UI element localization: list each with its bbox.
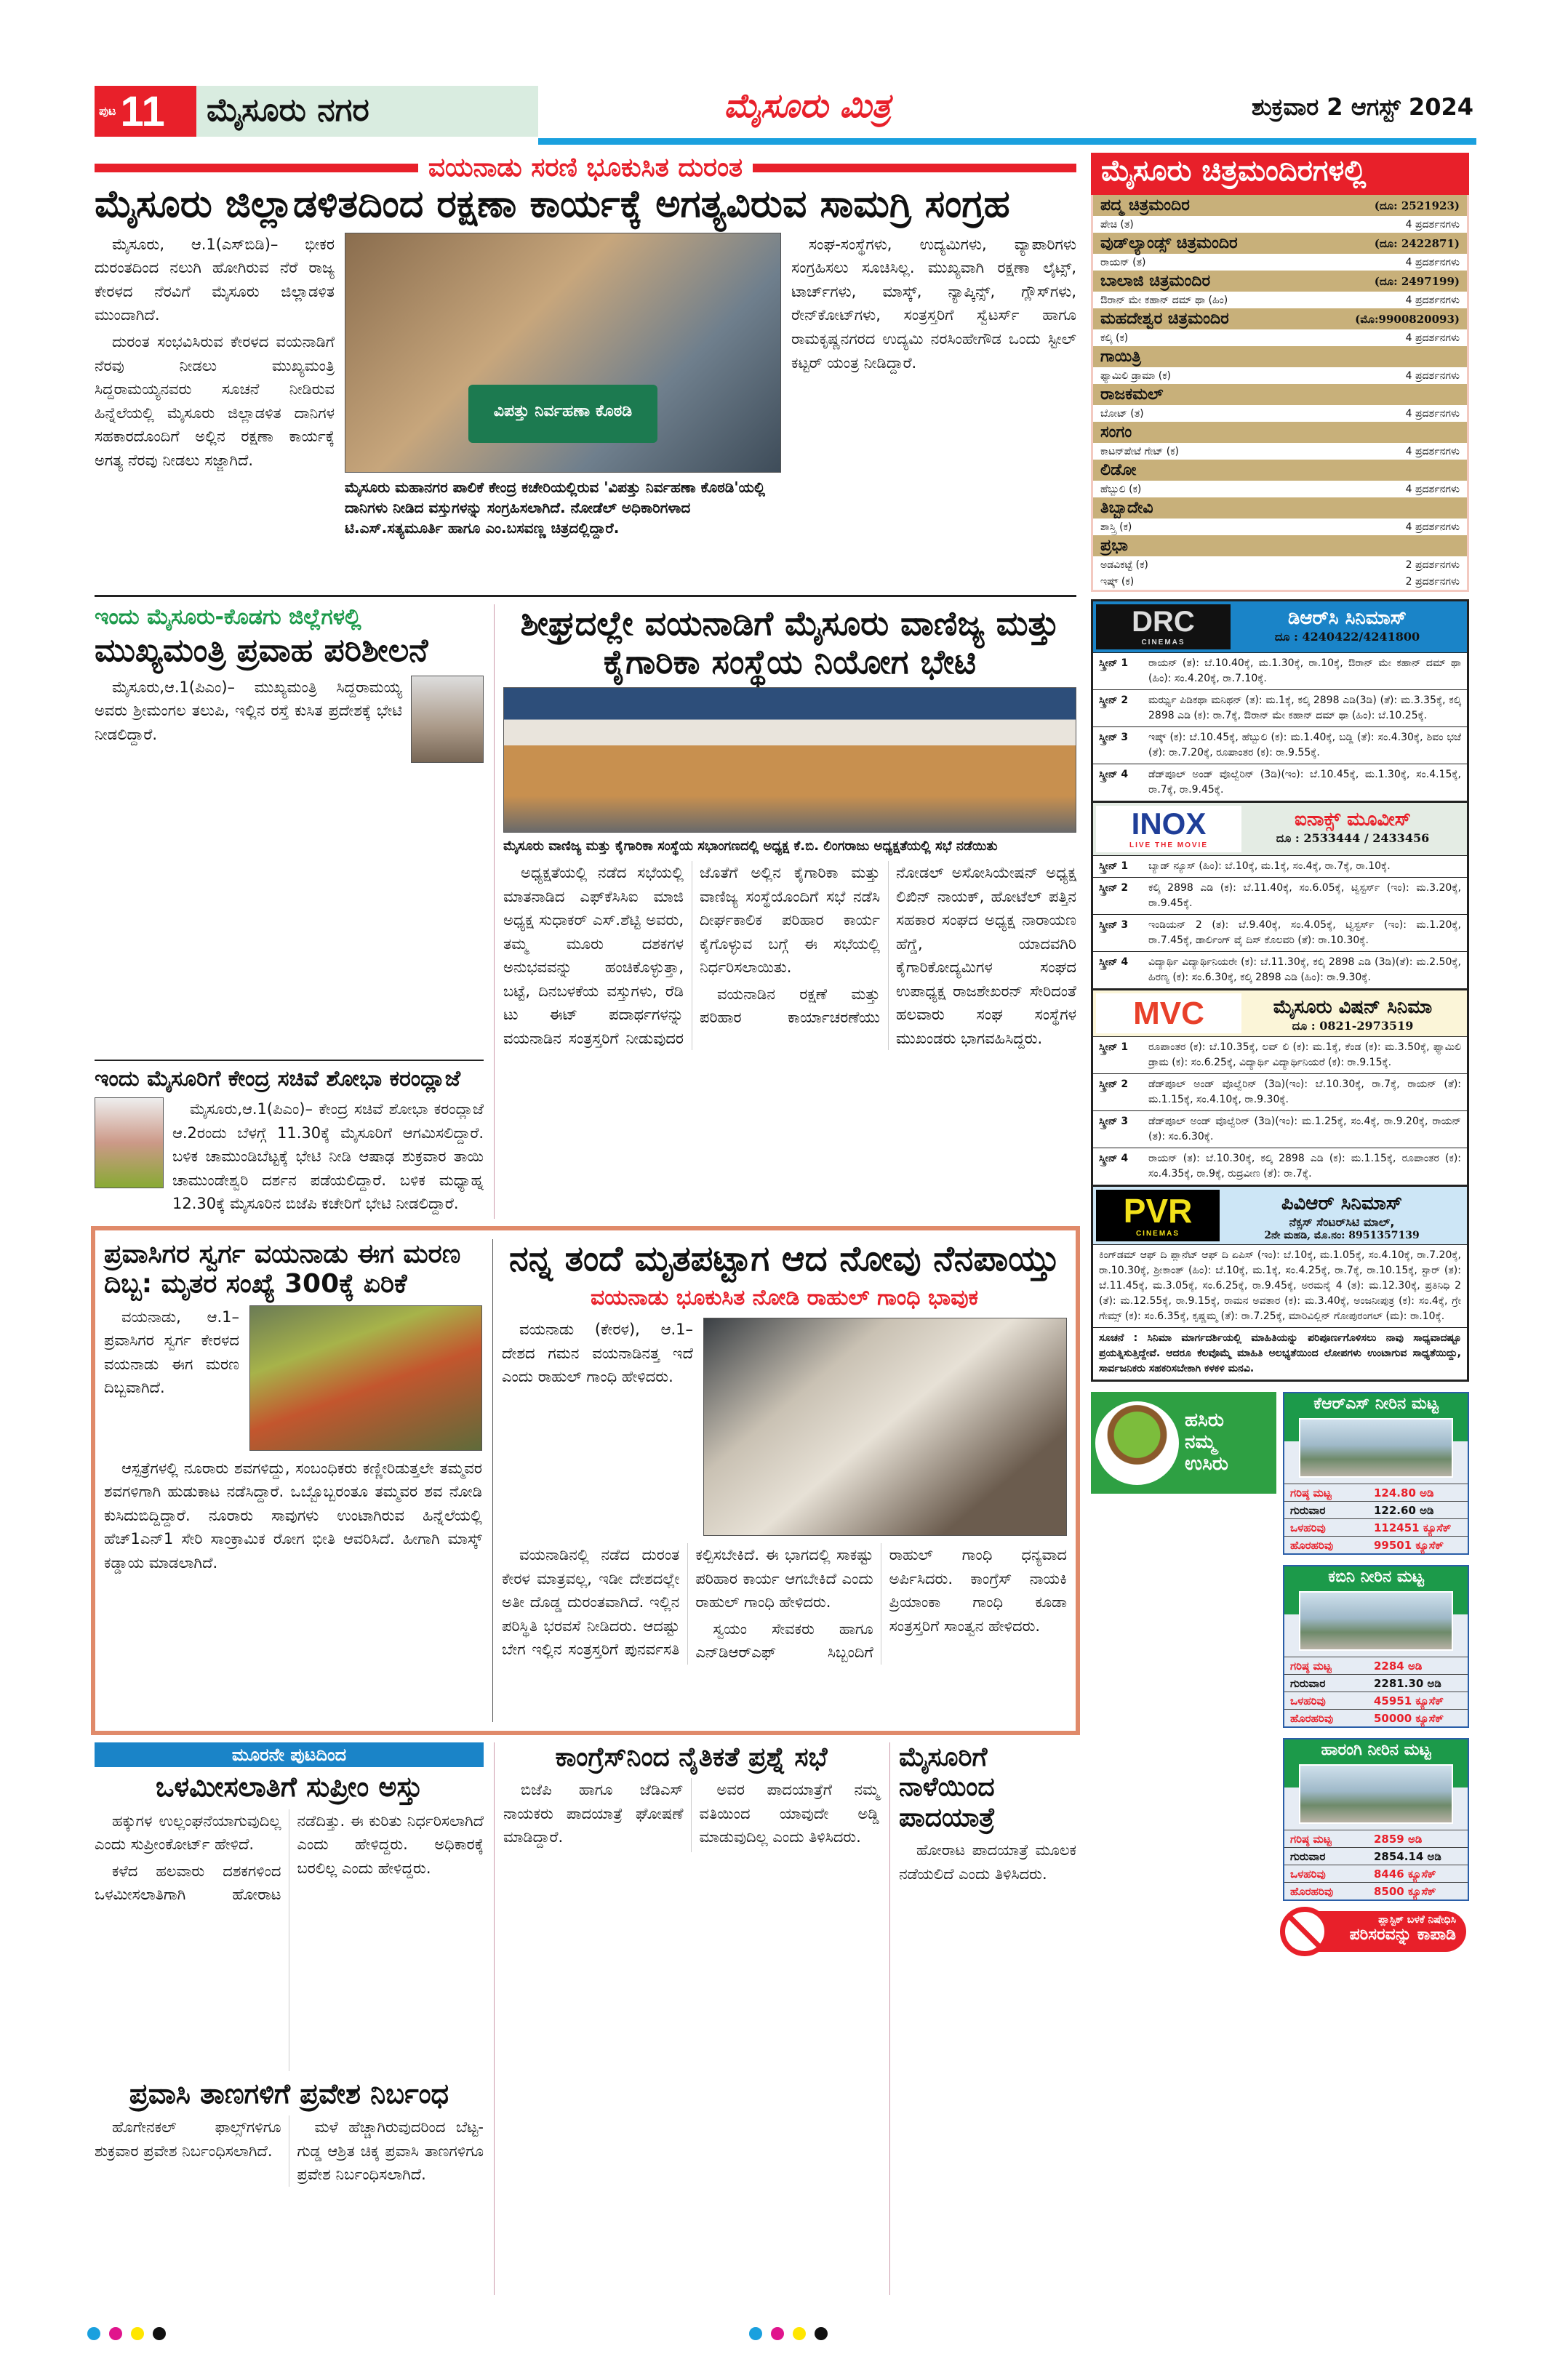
multiplex-address: ನೆಕ್ಸಸ್ ಸೆಂಟರ್‌ಸಿಟಿ ಮಾಲ್, [1289,1215,1395,1229]
theater-name: ವುಡ್‌ಲ್ಯಾಂಡ್ಸ್ ಚಿತ್ರಮಂದಿರ [1100,234,1238,252]
screen-label: ಸ್ಕ್ರೀನ್ 3 [1099,732,1129,743]
dam-stat-value: 2854.14 ಅಡಿ [1374,1849,1441,1863]
paragraph: ಅಧ್ಯಕ್ಷತೆಯಲ್ಲಿ ನಡೆದ ಸಭೆಯಲ್ಲಿ ಮಾತನಾಡಿದ ಎಫ್‌ಕೆಸಿಸಿಐ ಮಾಜಿ ಅಧ್ಯಕ್ಷ ಸುಧಾಕರ್ ಎಸ್.ಶೆಟ್ಟಿ ಅವರು, ತಮ್ಮ ಮೂರು ದಶಕಗಳ ಅನುಭವವನ್ನು ಹಂಚಿಕೊಳ್ಳುತ್ತಾ, ಬಟ್ಟೆ, ದಿನಬಳಕೆಯ ವಸ್ತುಗಳು, ರೆಡಿ ಟು ಈಟ್ ಪದಾರ್ಥಗಳನ್ನು ವಯನಾಡಿನ ಸಂತ್ರಸ್ತರಿಗೆ ನೀಡುವುದರ ಜೊತೆಗೆ ಅಲ್ಲಿನ ಕೈಗಾರಿಕಾ ಮತ್ತು ವಾಣಿಜ್ಯ ಸಂಸ್ಥೆಯೊಂದಿಗೆ ಸಭೆ ನಡೆಸಿ ದೀರ್ಘಕಾಲಿಕ ಪರಿಹಾರ ಕಾರ್ಯ ಕೈಗೊಳ್ಳುವ ಬಗ್ಗೆ ಈ ಸಭೆಯಲ್ಲಿ ನಿರ್ಧರಿಸಲಾಯಿತು. [503,863,880,1047]
screen-row [1093,1073,1467,1110]
screen-label: ಸ್ಕ್ರೀನ್ 4 [1099,956,1129,968]
screen-showtimes: ರಾಯನ್ (ತ): ಬೆ.10.30ಕ್ಕೆ, ಕಲ್ಕಿ 2898 ಎಡಿ (ಕ): ಮ.1.15ಕ್ಕೆ, ರೂಪಾಂತರ (ಕ): ಸಂ.4.35ಕ್ಕೆ, ರಾ.9ಕ್ಕೆ, ರುದ್ರವೀಣ (ತೆ): ರಾ.7ಕ್ಕೆ. [1148,1153,1461,1180]
dam-stat-row [1284,1865,1468,1882]
dam-stat-value: 50000 ಕ್ಯೂಸೆಕ್ [1374,1711,1444,1725]
bottom-row [95,1742,1076,2295]
dam-stat-value: 8446 ಕ್ಯೂಸೆಕ್ [1374,1867,1436,1881]
chamber-meeting-photo [503,687,1076,833]
page-number: 11 [120,87,165,135]
movie-title: ಕಾಟನ್‌ಪೇಟೆ ಗೇಟ್ (ಕ) [1100,445,1179,457]
multiplex-phone: 2ನೇ ಮಹಡಿ, ಮೊ.ನಂ: 8951357139 [1264,1230,1420,1241]
screen-label: ಸ್ಕ್ರೀನ್ 4 [1099,769,1129,780]
relief-materials-photo [345,233,781,473]
divider [95,1060,484,1061]
show-count: 4 ಪ್ರದರ್ಶನಗಳು [1405,294,1460,306]
paragraph: ವಯನಾಡಿನ ರಕ್ಷಣೆ ಮತ್ತು ಪರಿಹಾರ ಕಾರ್ಯಾಚರಣೆಯು ನೋಡಲ್ ಅಸೋಸಿಯೇಷನ್ ಅಧ್ಯಕ್ಷ ಲಿಖಿನ್ ನಾಯಕ್, ಹೋಟೆಲ್ ಪತ್ತಿನ ಸಹಕಾರ ಸಂಘದ ಅಧ್ಯಕ್ಷ ನಾರಾಯಣ ಹೆಗ್ಡೆ, ಯಾದವಗಿರಿ ಕೈಗಾರಿಕೋದ್ಯಮಿಗಳ ಸಂಘದ ಉಪಾಧ್ಯಕ್ಷ ರಾಜಶೇಖರನ್ ಸೇರಿದಂತೆ ಹಲವಾರು ಸಂಘ ಸಂಸ್ಥೆಗಳ ಮುಖಂಡರು ಭಾಗವಹಿಸಿದ್ದರು. [700,863,1076,1047]
movie-row [1093,573,1467,590]
dam-stat-row [1284,1709,1468,1726]
multiplex-name: ಡಿಆರ್‌ಸಿ ಸಿನಿಮಾಸ್ [1288,607,1407,629]
dam-stat-row [1284,1657,1468,1674]
movie-title: ಬೋಟ್ (ತ) [1100,407,1144,420]
movie-row [1093,405,1467,422]
dam-stat-label: ಹೊರಹರಿವು [1290,1538,1334,1552]
theater-name: ಸಂಗಂ [1100,423,1132,441]
theater-name: ಪದ್ಮ ಚಿತ್ರಮಂದಿರ [1100,196,1190,215]
no-plastic-icon [1280,1907,1329,1956]
kicker-bar-left [95,164,418,172]
screen-row [1093,764,1467,801]
dam-stat-label: ಗರಿಷ್ಠ ಮಟ್ಟ [1290,1832,1332,1846]
magenta-registration-dot [109,2327,122,2340]
cm-portrait [411,676,484,763]
theater-phone: (ದೂ: 2521923) [1374,199,1460,212]
padayatre-body [899,1838,1076,1886]
ad-line: ನಮ್ಮ [1185,1431,1216,1454]
kicker-text: ವಯನಾಡು ಸರಣಿ ಭೂಕುಸಿತ ದುರಂತ [428,153,743,183]
theater-name-row [1093,422,1467,443]
lead-headline: ಮೈಸೂರು ಜಿಲ್ಲಾಡಳಿತದಿಂದ ರಕ್ಷಣಾ ಕಾರ್ಯಕ್ಕೆ ಅಗತ್ಯವಿರುವ ಸಾಮಗ್ರಿ ಸಂಗ್ರಹ [95,183,1010,226]
paragraph: ಬಿಜೆಪಿ ಹಾಗೂ ಜೆಡಿಎಸ್ ನಾಯಕರು ಪಾದಯಾತ್ರೆ ಘೋಷಣೆ ಮಾಡಿದ್ದಾರೆ. [503,1781,684,1846]
multiplex-name: ಐನಾಕ್ಸ್ ಮೂವೀಸ್ [1295,809,1411,830]
rescue-photo [249,1305,482,1451]
dam-stat-label: ಗುರುವಾರ [1290,1849,1326,1863]
paragraph: ವಯನಾಡು (ಕೇರಳ), ಆ.1– ದೇಶದ ಗಮನ ವಯನಾಡಿನತ್ತ ಇದೆ ಎಂದು ರಾಹುಲ್ ಗಾಂಧಿ ಹೇಳಿದರು. [502,1321,693,1386]
screen-row [1093,689,1467,726]
show-count: 4 ಪ್ರದರ್ಶನಗಳು [1405,445,1460,457]
harangi-dam-level [1283,1738,1469,1901]
kabini-dam-level [1283,1565,1469,1728]
theater-name-row [1093,384,1467,405]
movie-row [1093,329,1467,346]
theater-name: ರಾಜಕಮಲ್ [1100,385,1164,404]
theater-name-row [1093,233,1467,254]
dam-photo [1299,1764,1453,1824]
ad-line: ಹಸಿರು [1185,1409,1224,1432]
screen-label: ಸ್ಕ್ರೀನ್ 4 [1099,1153,1129,1164]
theater-name: ಲಿಡೋ [1100,461,1137,479]
magenta-registration-dot [771,2327,784,2340]
screen-showtimes: ಇಂಡಿಯನ್ 2 (ತ): ಬೆ.9.40ಕ್ಕೆ, ಸಂ.4.05ಕ್ಕೆ, ಟ್ವಿಸ್ಟರ್ಸ್ (ಇಂ): ಮ.1.20ಕ್ಕೆ, ರಾ.7.45ಕ್ಕೆ, ಡಾರ್ಲಿಂಗ್ ವೈ ದಿಸ್ ಕೊಲವರಿ (ತೆ): ರಾ.10.30ಕ್ಕೆ. [1148,919,1461,946]
header-rule [538,138,1476,145]
dam-stat-value: 99501 ಕ್ಯೂಸೆಕ್ [1374,1538,1444,1552]
cm-kicker: ಇಂದು ಮೈಸೂರು-ಕೊಡಗು ಜಿಲ್ಲೆಗಳಲ್ಲಿ [95,604,361,630]
multiplex-header [1093,803,1467,855]
dam-levels-column [1283,1392,1469,1952]
multiplex-title-block [1241,806,1464,852]
rahul-body [502,1543,1067,1665]
issue-date: ಶುಕ್ರವಾರ 2 ಆಗಸ್ಟ್ 2024 [1251,93,1473,121]
dam-stat-label: ಒಳಹರಿವು [1290,1521,1326,1534]
logo-subtext: LIVE THE MOVIE [1129,841,1208,849]
mysuru-vision-cinema [1091,988,1469,1185]
show-count: 4 ಪ್ರದರ್ಶನಗಳು [1405,369,1460,382]
section-divider [95,595,1076,597]
cinema-logo [1096,806,1241,852]
show-count: 2 ಪ್ರದರ್ಶನಗಳು [1405,575,1460,588]
kicker-bar-right [753,164,1076,172]
rahul-body-col1 [502,1318,693,1392]
screen-row [1093,855,1467,877]
dam-stat-label: ಗರಿಷ್ಠ ಮಟ್ಟ [1290,1486,1332,1500]
theater-name-row [1093,346,1467,367]
show-count: 4 ಪ್ರದರ್ಶನಗಳು [1405,218,1460,231]
movie-title: ಹೆಬ್ಬುಲಿ (ಕ) [1100,483,1142,495]
screen-showtimes: ಡೆಡ್‌ಪೂಲ್ ಅಂಡ್ ವೊಲ್ವೆರಿನ್ (3ಡಿ)(ಇಂ): ಮ.1.25ಕ್ಕೆ, ಸಂ.4ಕ್ಕೆ, ರಾ.9.20ಕ್ಕೆ, ರಾಯನ್ (ತ): ಸಂ.6.30ಕ್ಕೆ. [1148,1116,1461,1142]
lead-body-col3 [791,233,1076,377]
theater-phone: (ಮೊ:9900820093) [1355,312,1460,326]
ad-line: ಪ್ಲಾಸ್ಟಿಕ್ ಬಳಕೆ ನಿಷೇಧಿಸಿ [1378,1914,1456,1926]
pravasi-headline: ಪ್ರವಾಸಿ ತಾಣಗಳಿಗೆ ಪ್ರವೇಶ ನಿರ್ಬಂಧ [129,2077,449,2110]
rahul-headline: ನನ್ನ ತಂದೆ ಮೃತಪಟ್ಟಾಗ ಆದ ನೋವು ನೆನಪಾಯ್ತು [509,1238,1060,1279]
dam-stat-row [1284,1536,1468,1553]
show-count: 4 ಪ್ರದರ್ಶನಗಳು [1405,256,1460,268]
screen-showtimes: ಕಲ್ಕಿ 2898 ಎಡಿ (ಕ): ಬೆ.11.40ಕ್ಕೆ, ಸಂ.6.05ಕ್ಕೆ, ಟ್ವಿಸ್ಟರ್ಸ್ (ಇಂ): ಮ.3.20ಕ್ಕೆ, ರಾ.9.45ಕ್ಕೆ. [1148,882,1461,909]
paragraph: ಹಕ್ಕುಗಳ ಉಲ್ಲಂಘನೆಯಾಗುವುದಿಲ್ಲ ಎಂದು ಸುಪ್ರೀಂಕೋರ್ಟ್ ಹೇಳಿದೆ. [95,1811,281,1854]
section-name: ಮೈಸೂರು ನಗರ [196,86,538,137]
screen-showtimes: ಮರ್ಝ್ಯ ಪಿಡಿಕಥಾ ಮನಿಥನ್ (ತ): ಮ.1ಕ್ಕೆ, ಕಲ್ಕಿ 2898 ಎಡಿ(3ಡಿ) (ತೆ): ಮ.3.35ಕ್ಕೆ, ಕಲ್ಕಿ 2898 ಎಡಿ (ಕ): ರಾ.7ಕ್ಕೆ, ಔರಾನ್ ಮೇ ಕಹಾನ್ ದಮ್ ಥಾ (ಹಿಂ): ಬೆ.10.25ಕ್ಕೆ. [1148,694,1461,721]
screen-row [1093,951,1467,988]
theater-name: ಗಾಯಿತ್ರಿ [1100,348,1141,366]
show-count: 4 ಪ್ರದರ್ಶನಗಳು [1405,483,1460,495]
movie-title: ಕಲ್ಕಿ (ಕ) [1100,332,1129,344]
lead-body-col1 [95,233,335,475]
paragraph: ಮೈಸೂರು,ಆ.1(ಪಿಎಂ)– ಕೇಂದ್ರ ಸಚಿವೆ ಶೋಭಾ ಕರಂದ್ಲಾಜೆ ಆ.2ರಂದು ಬೆಳಗ್ಗೆ 11.30ಕ್ಕೆ ಮೈಸೂರಿಗೆ ಆಗಮಿಸಲಿದ್ದಾರೆ. ಬಳಿಕ ಚಾಮುಂಡಿಬೆಟ್ಟಕ್ಕೆ ಭೇಟಿ ನೀಡಿ ಆಷಾಢ ಶುಕ್ರವಾರ ತಾಯಿ ಚಾಮುಂಡೇಶ್ವರಿ ದರ್ಶನ ಪಡೆಯಲಿದ್ದಾರೆ. ಬಳಿಕ ಮಧ್ಯಾಹ್ನ 12.30ಕ್ಕೆ ಮೈಸೂರಿನ ಬಿಜೆಪಿ ಕಚೇರಿಗೆ ಭೇಟಿ ನೀಡಲಿದ್ದಾರೆ. [172,1100,484,1213]
tree-icon [1095,1401,1179,1485]
cinema-note: ಸೂಚನೆ : ಸಿನಿಮಾ ಮಾರ್ಗದರ್ಶಿಯಲ್ಲಿ ಮಾಹಿತಿಯನ್ನು ಪರಿಪೂರ್ಣಗೊಳಿಸಲು ನಾವು ಸಾಧ್ಯವಾದಷ್ಟೂ ಪ್ರಯತ್ನಿಸುತ್ತಿದ್ದೇವೆ. ಆದರೂ ಕೆಲವೊಮ್ಮೆ ಮಾಹಿತಿ ಅಲಭ್ಯತೆಯಿಂದ ಲೋಪಗಳು ಉಂಟಾಗುವ ಸಾಧ್ಯತೆಯಿದ್ದು, ಸಾರ್ವಜನಿಕರು ಸಹಕರಿಸಬೇಕಾಗಿ ಕಳಕಳಿ ಮನವಿ. [1093,1327,1467,1380]
supreme-headline: ಒಳಮೀಸಲಾತಿಗೆ ಸುಪ್ರೀಂ ಅಸ್ತು [156,1770,423,1803]
paragraph: ಆಸ್ಪತ್ರೆಗಳಲ್ಲಿ ನೂರಾರು ಶವಗಳಿದ್ದು, ಸಂಬಂಧಿಕರು ಕಣ್ಣೀರಿಡುತ್ತಲೇ ತಮ್ಮವರ ಶವಗಳಿಗಾಗಿ ಹುಡುಕಾಟ ನಡೆಸಿದ್ದಾರೆ. ಒಬ್ಬೊಬ್ಬರಂತೂ ತಮ್ಮವರ ಶವ ನೋಡಿ ಕುಸಿದುಬಿದ್ದಿದ್ದಾರೆ. ನೂರಾರು ಸಾವುಗಳು ಉಂಟಾಗಿರುವ ಹಿನ್ನೆಲೆಯಲ್ಲಿ ಹೆಚ್1ಎನ್1 ಸೇರಿ ಸಾಂಕ್ರಾಮಿಕ ರೋಗ ಭೀತಿ ಆವರಿಸಿದೆ. ಹೀಗಾಗಿ ಮಾಸ್ಕ್ ಕಡ್ಡಾಯ ಮಾಡಲಾಗಿದೆ. [104,1459,482,1572]
screen-row [1093,1244,1467,1327]
movie-row [1093,216,1467,233]
dam-stat-value: 8500 ಕ್ಯೂಸೆಕ್ [1374,1884,1436,1898]
logo-subtext: CINEMAS [1141,638,1185,646]
padayatre-column [889,1742,1076,2295]
multiplex-header [1093,601,1467,652]
black-registration-dot [815,2327,828,2340]
show-count: 4 ಪ್ರದರ್ಶನಗಳು [1405,521,1460,533]
movie-row [1093,443,1467,460]
dam-stat-label: ಗರಿಷ್ಠ ಮಟ್ಟ [1290,1659,1332,1673]
congress-headline: ಕಾಂಗ್ರೆಸ್‌ನಿಂದ ನೈತಿಕತೆ ಪ್ರಶ್ನೆ ಸಭೆ [555,1742,828,1772]
cyan-registration-dot [749,2327,762,2340]
screen-row [1093,652,1467,689]
screen-row [1093,1110,1467,1148]
theater-name-row [1093,271,1467,292]
theater-list [1091,195,1469,592]
rahul-column [492,1239,1067,1722]
logo-text: MVC [1133,995,1204,1031]
photo-banner: ವಿಪತ್ತು ನಿರ್ವಹಣಾ ಕೊಠಡಿ [468,385,657,443]
dam-stat-value: 2284 ಅಡಿ [1374,1659,1423,1673]
dam-stat-label: ಹೊರಹರಿವು [1290,1711,1334,1725]
multiplex-name: ಪಿವಿಆರ್ ಸಿನಿಮಾಸ್ [1281,1193,1403,1214]
cm-body [95,676,484,1054]
dam-stat-row [1284,1674,1468,1692]
movie-row [1093,519,1467,535]
lead-photo-block [345,233,781,538]
dam-stat-value: 112451 ಕ್ಯೂಸೆಕ್ [1374,1521,1452,1534]
screen-row [1093,914,1467,951]
show-count: 4 ಪ್ರದರ್ಶನಗಳು [1405,332,1460,344]
congress-column [494,1742,879,2295]
dam-stat-value: 2281.30 ಅಡಿ [1374,1676,1441,1690]
screen-label: ಸ್ಕ್ರೀನ್ 3 [1099,1116,1129,1127]
theaters-title: ಮೈಸೂರು ಚಿತ್ರಮಂದಿರಗಳಲ್ಲಿ [1091,153,1469,195]
dam-stat-row [1284,1830,1468,1847]
padayatre-headline: ಮೈಸೂರಿಗೆ ನಾಳೆಯಿಂದ ಪಾದಯಾತ್ರೆ [899,1742,996,1833]
screen-label: ಸ್ಕ್ರೀನ್ 2 [1099,694,1129,706]
dam-stat-row [1284,1692,1468,1709]
wayanad-body [104,1457,482,1575]
wayanad-feature-box [91,1226,1080,1735]
screen-row [1093,726,1467,764]
paragraph: ಹೋರಾಟ ಪಾದಯಾತ್ರೆ ಮೂಲಕ ನಡೆಯಲಿದೆ ಎಂದು ತಿಳಿಸಿದರು. [899,1841,1076,1883]
paragraph: ದುರಂತ ಸಂಭವಿಸಿರುವ ಕೇರಳದ ವಯನಾಡಿಗೆ ನೆರವು ನೀಡಲು ಮುಖ್ಯಮಂತ್ರಿ ಸಿದ್ದರಾಮಯ್ಯನವರು ಸೂಚನೆ ನೀಡಿರುವ ಹಿನ್ನೆಲೆಯಲ್ಲಿ ಮೈಸೂರು ಜಿಲ್ಲಾಡಳಿತ ದಾನಿಗಳ ಸಹಕಾರದೊಂದಿಗೆ ಅಲ್ಲಿನ ರಕ್ಷಣಾ ಕಾರ್ಯಕ್ಕೆ ಅಗತ್ಯ ನೆರವು ನೀಡಲು ಸಜ್ಜಾಗಿದೆ. [95,332,335,469]
dam-stat-row [1284,1484,1468,1501]
screen-showtimes: ವಿದ್ಯಾರ್ಥಿ ವಿದ್ಯಾರ್ಥಿನಿಯರೇ (ಕ): ಬೆ.11.30ಕ್ಕೆ, ಕಲ್ಕಿ 2898 ಎಡಿ (3ಡಿ)(ತೆ): ಮ.2.50ಕ್ಕೆ, ಹಿರಣ್ಯ (ಕ): ಸಂ.6.30ಕ್ಕೆ, ಕಲ್ಕಿ 2898 ಎಡಿ (ಹಿಂ): ರಾ.9.30ಕ್ಕೆ. [1148,956,1461,983]
paragraph: ಮೈಸೂರು,ಆ.1(ಪಿಎಂ)– ಮುಖ್ಯಮಂತ್ರಿ ಸಿದ್ದರಾಮಯ್ಯ ಅವರು ಶ್ರೀಮಂಗಲ ತಲುಪಿ, ಇಲ್ಲಿನ ರಸ್ತೆ ಕುಸಿತ ಪ್ರದೇಶಕ್ಕೆ ಭೇಟಿ ನೀಡಲಿದ್ದಾರೆ. [95,678,402,743]
movie-title: ಫ್ಯಾಮಿಲಿ ಡ್ರಾಮಾ (ಕ) [1100,369,1172,382]
wayanad-headline: ಪ್ರವಾಸಿಗರ ಸ್ವರ್ಗ ವಯನಾಡು ಈಗ ಮರಣ ದಿಬ್ಬ: ಮೃತರ ಸಂಖ್ಯೆ 300ಕ್ಕೆ ಏರಿಕೆ [104,1238,461,1300]
dam-stat-value: 122.60 ಅಡಿ [1374,1503,1434,1517]
congress-body [503,1778,879,1852]
paragraph: ಸ್ವಯಂ ಸೇವಕರು ಹಾಗೂ ಎನ್‌ಡಿಆರ್‌ಎಫ್ ಸಿಬ್ಬಂದಿಗೆ ರಾಹುಲ್ ಗಾಂಧಿ ಧನ್ಯವಾದ ಅರ್ಪಿಸಿದರು. ಕಾಂಗ್ರೆಸ್ ನಾಯಕಿ ಪ್ರಿಯಾಂಕಾ ಗಾಂಧಿ ಕೂಡಾ ಸಂತ್ರಸ್ತರಿಗೆ ಸಾಂತ್ವನ ಹೇಳಿದರು. [695,1546,1067,1662]
plastic-ban-ad [1283,1911,1466,1952]
multiplex-phone: ದೂ : 0821-2973519 [1292,1019,1414,1033]
paragraph: ಕಳೆದ ಹಲವಾರು ದಶಕಗಳಿಂದ ಒಳಮೀಸಲಾತಿಗಾಗಿ ಹೋರಾಟ ನಡೆದಿತ್ತು. ಈ ಕುರಿತು ನಿರ್ಧರಿಸಲಾಗಿದೆ ಎಂದು ಹೇಳಿದ್ದರು. ಅಧಿಕಾರಕ್ಕೆ ಬರಲಿಲ್ಲ ಎಂದು ಹೇಳಿದ್ದರು. [95,1811,484,1904]
logo-text: DRC [1132,606,1195,638]
paragraph: ಹೊಗೇನಕಲ್ ಫಾಲ್ಸ್‌ಗಳಿಗೂ ಶುಕ್ರವಾರ ಪ್ರವೇಶ ನಿರ್ಬಂಧಿಸಲಾಗಿದೆ. [95,2118,281,2160]
continued-label: ಮೂರನೇ ಪುಟದಿಂದ [95,1742,484,1767]
cm-headline: ಮುಖ್ಯಮಂತ್ರಿ ಪ್ರವಾಹ ಪರಿಶೀಲನೆ [95,632,428,669]
second-row [95,604,1076,1219]
screen-label: ಸ್ಕ್ರೀನ್ 2 [1099,1078,1129,1090]
main-news-area [95,153,1076,2295]
krs-dam-level [1283,1392,1469,1555]
logo-subtext: CINEMAS [1135,1229,1180,1238]
hasiru-ad [1091,1392,1276,1494]
screen-row [1093,877,1467,914]
multiplex-phone: ದೂ : 2533444 / 2433456 [1276,831,1430,845]
dam-stat-label: ಒಳಹರಿವು [1290,1694,1326,1708]
movie-row [1093,481,1467,497]
drc-cinemas [1091,599,1469,801]
theater-name-row [1093,308,1467,329]
screen-showtimes: ಇಷ್ಕ್ (ಕ): ಬೆ.10.45ಕ್ಕೆ, ಹೆಬ್ಬುಲಿ (ಕ): ಮ.1.40ಕ್ಕೆ, ಬಡ್ಡಿ (ತೆ): ಸಂ.4.30ಕ್ಕೆ, ಶಿವಂ ಭಜೆ (ತೆ): ರಾ.7.20ಕ್ಕೆ, ರೂಪಾಂತರ (ಕ): ರಾ.9.55ಕ್ಕೆ. [1148,732,1461,758]
movie-title: ರಾಯನ್ (ತ) [1100,256,1146,268]
dam-title: ಕಬಿನಿ ನೀರಿನ ಮಟ್ಟ [1284,1566,1468,1614]
screen-label: ಸ್ಕ್ರೀನ್ 1 [1099,860,1129,872]
rahul-gandhi-photo [703,1318,1067,1536]
lower-right-block [1091,1392,1469,1952]
dam-stat-value: 45951 ಕ್ಯೂಸೆಕ್ [1374,1694,1444,1708]
masthead-logo: ಮೈಸೂರು ಮಿತ್ರ [724,86,891,125]
multiplex-title-block [1241,993,1464,1033]
rahul-kicker: ವಯನಾಡು ಭೂಕುಸಿತ ನೋಡಿ ರಾಹುಲ್ ಗಾಂಧಿ ಭಾವುಕ [590,1285,979,1311]
black-registration-dot [153,2327,166,2340]
dam-stat-label: ಗುರುವಾರ [1290,1676,1326,1690]
screen-showtimes: ಕಿಂಗ್‌ಡಮ್ ಆಫ್ ದಿ ಪ್ಲಾನೆಟ್ ಆಫ್ ದಿ ಏಪಿಸ್ (ಇಂ): ಬೆ.10ಕ್ಕೆ, ಮ.1.05ಕ್ಕೆ, ಸಂ.4.10ಕ್ಕೆ, ರಾ.7.20ಕ್ಕೆ, ರಾ.10.30ಕ್ಕೆ, ಶ್ರೀಕಾಂತ್ (ಹಿಂ): ಬೆ.10ಕ್ಕೆ, ಮ.1ಕ್ಕೆ, ಸಂ.4.25ಕ್ಕೆ, ರಾ.7ಕ್ಕೆ, ರಾ.10.15ಕ್ಕೆ, ಸ್ಟಾರ್ (ತ): ಬೆ.11.45ಕ್ಕೆ, ಮ.3.05ಕ್ಕೆ, ಸಂ.6.25ಕ್ಕೆ, ರಾ.9.45ಕ್ಕೆ, ಅರಮನೈ 4 (ತ): ಮ.12.30ಕ್ಕೆ, ಪ್ರತಿನಿಧಿ 2 (ತೆ): ಮ.12.55ಕ್ಕೆ, ರಾ.9.15ಕ್ಕೆ, ರಾಮನ ಅವತಾರ (ಕ): ಮ.3.40ಕ್ಕೆ, ಅಂಜನೀಪುತ್ರ (ಕ): ಸಂ.4ಕ್ಕೆ, ಗ್ರೇ ಗೇಮ್ಸ್ (ಕ): ಸಂ.6.35ಕ್ಕೆ, ಕೃಷ್ಣಮ್ಮ (ತೆ): ರಾ.7.25ಕ್ಕೆ, ಮಾರಿವಿಲ್ಲಿನ್ ಗೋಪುರಂಗಲ್ (ಮ): ರಾ.10ಕ್ಕೆ. [1099,1249,1461,1322]
cinema-logo [1096,1190,1220,1241]
movie-title: ಪೇಚಿ (ತ) [1100,218,1134,231]
cinema-logo [1096,604,1231,649]
theater-phone: (ದೂ: 2497199) [1374,274,1460,288]
theater-name: ಬಾಲಾಜಿ ಚಿತ್ರಮಂದಿರ [1100,272,1211,290]
chamber-photo-caption: ಮೈಸೂರು ವಾಣಿಜ್ಯ ಮತ್ತು ಕೈಗಾರಿಕಾ ಸಂಸ್ಥೆಯ ಸಭಾಂಗಣದಲ್ಲಿ ಅಧ್ಯಕ್ಷ ಕೆ.ಬಿ. ಲಿಂಗರಾಜು ಅಧ್ಯಕ್ಷತೆಯಲ್ಲಿ ಸಭೆ ನಡೆಯಿತು [503,838,998,854]
logo-text: PVR [1123,1191,1193,1230]
paragraph: ಸಂಘ-ಸಂಸ್ಥೆಗಳು, ಉದ್ಯಮಿಗಳು, ವ್ಯಾಪಾರಿಗಳು ಸಂಗ್ರಹಿಸಲು ಸೂಚಿಸಿಲ್ಲ. ಮುಖ್ಯವಾಗಿ ರಕ್ಷಣಾ ಲೈಟ್ಸ್, ಟಾರ್ಚ್‌ಗಳು, ಮಾಸ್ಕ್, ನ್ಯಾಪ್ಕಿನ್ಸ್, ಗ್ಲೌಸ್‌ಗಳು, ರೇನ್‌ಕೋಟ್‌ಗಳು, ಸಂತ್ರಸ್ತರಿಗೆ ಸ್ವೆಟರ್ಸ್ ಹಾಗೂ ರಾಮಕೃಷ್ಣನಗರದ ಉದ್ಯಮಿ ನರಸಿಂಹೇಗೌಡ ಒಂದು ಸ್ಟೀಲ್ ಕಟ್ಟರ್ ಯಂತ್ರ ನೀಡಿದ್ದಾರೆ. [791,235,1076,372]
multiplex-title-block [1231,604,1464,649]
wayanad-body-intro [104,1305,239,1403]
supreme-column [95,1742,484,2187]
screen-label: ಸ್ಕ್ರೀನ್ 2 [1099,882,1129,894]
multiplex-header [1093,990,1467,1036]
shobha-body [172,1097,484,1219]
screen-label: ಸ್ಕ್ರೀನ್ 1 [1099,1041,1129,1053]
dam-title: ಕೆಆರ್‌ಎಸ್ ನೀರಿನ ಮಟ್ಟ [1284,1393,1468,1441]
movie-title: ಅಡವಿಕಟ್ಟೆ (ಕ) [1100,559,1148,571]
paragraph: ಮೈಸೂರು, ಆ.1(ಎಸ್‌ಬಿಡಿ)– ಭೀಕರ ದುರಂತದಿಂದ ನಲುಗಿ ಹೋಗಿರುವ ನೆರೆ ರಾಜ್ಯ ಕೇರಳದ ನೆರವಿಗೆ ಮೈಸೂರು ಜಿಲ್ಲಾಡಳಿತ ಮುಂದಾಗಿದೆ. [95,235,335,324]
paragraph: ವಯನಾಡು, ಆ.1– ಪ್ರವಾಸಿಗರ ಸ್ವರ್ಗ ಕೇರಳದ ವಯನಾಡು ಈಗ ಮರಣ ದಿಬ್ಬವಾಗಿದೆ. [104,1308,239,1397]
dam-photo [1299,1591,1453,1651]
lead-story [95,153,1076,589]
page-number-tag [95,86,196,137]
cyan-registration-dot [87,2327,100,2340]
supreme-body [95,1809,484,2071]
screen-showtimes: ಡೆಡ್‌ಪೂಲ್ ಅಂಡ್ ವೊಲ್ವೆರಿನ್ (3ಡಿ)(ಇಂ): ಬೆ.10.30ಕ್ಕೆ, ರಾ.7ಕ್ಕೆ, ರಾಯನ್ (ತೆ): ಮ.1.15ಕ್ಕೆ, ಸಂ.4.10ಕ್ಕೆ, ರಾ.9.30ಕ್ಕೆ. [1148,1078,1461,1105]
theater-name-row [1093,497,1467,519]
movie-row [1093,254,1467,271]
chamber-body [503,861,1076,1050]
screen-label: ಸ್ಕ್ರೀನ್ 1 [1099,657,1129,669]
ad-line: ಉಸಿರು [1185,1452,1228,1475]
lead-photo-caption: ಮೈಸೂರು ಮಹಾನಗರ ಪಾಲಿಕೆ ಕೇಂದ್ರ ಕಚೇರಿಯಲ್ಲಿರುವ 'ವಿಪತ್ತು ನಿರ್ವಹಣಾ ಕೊಠಡಿ'ಯಲ್ಲಿ ದಾನಿಗಳು ನೀಡಿದ ವಸ್ತುಗಳನ್ನು ಸಂಗ್ರಹಿಸಲಾಗಿದೆ. ನೋಡೆಲ್ ಅಧಿಕಾರಿಗಳಾದ ಟಿ.ಎಸ್.ಸತ್ಯಮೂರ್ತಿ ಹಾಗೂ ಎಂ.ಬಸವಣ್ಣ ಚಿತ್ರದಲ್ಲಿದ್ದಾರೆ. [345,478,766,537]
screen-showtimes: ಡೆಡ್‌ಪೂಲ್ ಅಂಡ್ ವೊಲ್ವೆರಿನ್ (3ಡಿ)(ಇಂ): ಬೆ.10.45ಕ್ಕೆ, ಮ.1.30ಕ್ಕೆ, ಸಂ.4.15ಕ್ಕೆ, ರಾ.7ಕ್ಕೆ, ರಾ.9.45ಕ್ಕೆ. [1148,769,1461,796]
movie-title: ಶಾಸ್ತ್ರಿ (ಕ) [1100,521,1132,533]
chamber-headline: ಶೀಘ್ರದಲ್ಲೇ ವಯನಾಡಿಗೆ ಮೈಸೂರು ವಾಣಿಜ್ಯ ಮತ್ತು ಕೈಗಾರಿಕಾ ಸಂಸ್ಥೆಯ ನಿಯೋಗ ಭೇಟಿ [520,604,1060,681]
theater-name: ಮಹದೇಶ್ವರ ಚಿತ್ರಮಂದಿರ [1100,310,1229,328]
theater-name-row [1093,535,1467,556]
paragraph: ವಯನಾಡಿನಲ್ಲಿ ನಡೆದ ದುರಂತ ಕೇರಳ ಮಾತ್ರವಲ್ಲ, ಇಡೀ ದೇಶದಲ್ಲೇ ಅತೀ ದೊಡ್ಡ ದುರಂತವಾಗಿದೆ. ಇಲ್ಲಿನ ಪರಿಸ್ಥಿತಿ ಭರವಸೆ ನೀಡಿದರು. ಆದಷ್ಟು ಬೇಗ ಇಲ್ಲಿನ ಸಂತ್ರಸ್ತರಿಗೆ ಪುನರ್ವಸತಿ ಕಲ್ಪಿಸಬೇಕಿದೆ. ಈ ಭಾಗದಲ್ಲಿ ಸಾಕಷ್ಟು ಪರಿಹಾರ ಕಾರ್ಯ ಆಗಬೇಕಿದೆ ಎಂದು ರಾಹುಲ್ ಗಾಂಧಿ ಹೇಳಿದರು. [502,1546,873,1659]
theater-name-row [1093,195,1467,216]
dam-stat-label: ಒಳಹರಿವು [1290,1867,1326,1881]
yellow-registration-dot [793,2327,806,2340]
multiplex-name: ಮೈಸೂರು ವಿಷನ್ ಸಿನಿಮಾ [1273,996,1433,1018]
dam-stat-row [1284,1501,1468,1518]
movie-title: ಇಷ್ಕ್ (ಕ) [1100,575,1135,588]
screen-showtimes: ರೂಪಾಂತರ (ಕ): ಬೆ.10.35ಕ್ಕೆ, ಲವ್ ಲಿ (ಕ): ಮ.1ಕ್ಕೆ, ಕೆಂಡ (ಕ): ಮ.3.50ಕ್ಕೆ, ಫ್ಯಾಮಿಲಿ ಡ್ರಾಮ (ಕ): ಸಂ.6.25ಕ್ಕೆ, ವಿದ್ಯಾರ್ಥಿ ವಿದ್ಯಾರ್ಥಿನಿಯರೆ (ಕ): ರಾ.9.15ಕ್ಕೆ. [1148,1041,1461,1068]
dam-stat-label: ಗುರುವಾರ [1290,1503,1326,1517]
multiplex-title-block [1220,1190,1464,1241]
dam-stat-label: ಹೊರಹರಿವು [1290,1884,1334,1898]
theater-name: ಪ್ರಭಾ [1100,537,1128,555]
screen-row [1093,1148,1467,1185]
page-label: ಪುಟ [99,104,116,118]
inox-movies [1091,801,1469,988]
multiplex-phone: ದೂ : 4240422/4241800 [1274,630,1420,644]
wayanad-column [104,1239,482,1578]
dam-stat-row [1284,1847,1468,1865]
movie-row [1093,367,1467,384]
movie-title: ಔರಾನ್ ಮೇ ಕಹಾನ್ ದಮ್ ಥಾ (ಹಿಂ) [1100,294,1228,306]
dam-title: ಹಾರಂಗಿ ನೀರಿನ ಮಟ್ಟ [1284,1740,1468,1787]
right-column [1091,153,1469,1952]
screen-label: ಸ್ಕ್ರೀನ್ 3 [1099,919,1129,931]
dam-photo [1299,1418,1453,1478]
chamber-column [494,604,1076,1219]
dam-stat-row [1284,1518,1468,1536]
dam-stat-row [1284,1882,1468,1899]
multiplex-header [1093,1187,1467,1244]
show-count: 4 ಪ್ರದರ್ಶನಗಳು [1405,407,1460,420]
theater-name-row [1093,460,1467,481]
screen-showtimes: ರಾಯನ್ (ತ): ಬೆ.10.40ಕ್ಕೆ, ಮ.1.30ಕ್ಕೆ, ರಾ.10ಕ್ಕೆ, ಔರಾನ್ ಮೇ ಕಹಾನ್ ದಮ್ ಥಾ (ಹಿಂ): ಸಂ.4.20ಕ್ಕೆ, ರಾ.7.10ಕ್ಕೆ. [1148,657,1461,684]
movie-row [1093,556,1467,573]
paragraph: ಅವರ ಪಾದಯಾತ್ರೆಗೆ ನಮ್ಮ ವತಿಯಿಂದ ಯಾವುದೇ ಅಡ್ಡಿ ಮಾಡುವುದಿಲ್ಲ ಎಂದು ತಿಳಿಸಿದರು. [699,1781,879,1846]
paragraph: ಮಳೆ ಹೆಚ್ಚಾಗಿರುವುದರಿಂದ ಬೆಟ್ಟ-ಗುಡ್ಡ ಆಶ್ರಿತ ಚಿಕ್ಕ ಪ್ರವಾಸಿ ತಾಣಗಳಿಗೂ ಪ್ರವೇಶ ನಿರ್ಬಂಧಿಸಲಾಗಿದೆ. [297,2118,484,2184]
logo-text: INOX [1131,806,1207,841]
ad-line: ಪರಿಸರವನ್ನು ಕಾಪಾಡಿ [1349,1926,1456,1944]
pravasi-body [95,2115,484,2187]
screen-showtimes: ಬ್ಯಾಡ್ ನ್ಯೂಸ್ (ಹಿಂ): ಬೆ.10ಕ್ಕೆ, ಮ.1ಕ್ಕೆ, ಸಂ.4ಕ್ಕೆ, ರಾ.7ಕ್ಕೆ, ರಾ.10ಕ್ಕೆ. [1148,860,1391,872]
shobha-headline: ಇಂದು ಮೈಸೂರಿಗೆ ಕೇಂದ್ರ ಸಚಿವೆ ಶೋಭಾ ಕರಂದ್ಲಾಜೆ [95,1065,461,1092]
theater-phone: (ದೂ: 2422871) [1374,236,1460,250]
dam-stat-value: 124.80 ಅಡಿ [1374,1486,1434,1500]
cinema-logo [1096,993,1241,1033]
pvr-cinemas [1091,1185,1469,1382]
yellow-registration-dot [131,2327,144,2340]
lead-kicker [95,153,1076,183]
screen-row [1093,1036,1467,1073]
cm-column [95,604,484,1219]
show-count: 2 ಪ್ರದರ್ಶನಗಳು [1405,559,1460,571]
shobha-portrait [95,1097,164,1188]
theater-name: ತಿಬ್ಬಾದೇವಿ [1100,499,1153,517]
dam-stat-value: 2859 ಅಡಿ [1374,1832,1423,1846]
movie-row [1093,292,1467,308]
